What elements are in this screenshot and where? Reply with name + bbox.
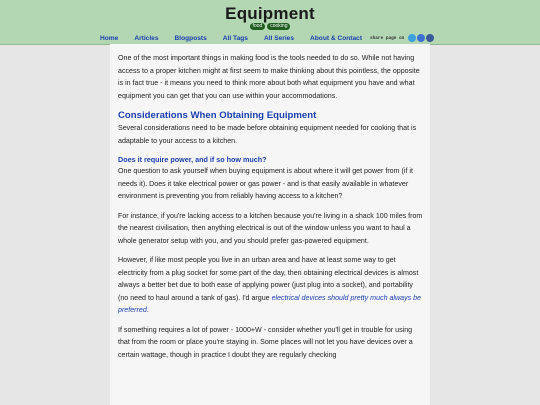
tag-cooking[interactable]: cooking (267, 23, 290, 30)
power-paragraph-2: For instance, if you're lacking access to a kitchen because you're living in a shack 100 miles from the nearest civilisation, then anything electrical is out of the window unless you want to haul a whole generator setup with you, and you should prefer gas-powered equipment. (118, 211, 423, 245)
page-title: Equipment (225, 4, 315, 23)
share-label: share page on (370, 35, 405, 41)
electrical-devices-link[interactable]: electrical devices should pretty much always be preferred (118, 293, 422, 314)
power-paragraph-1: One question to ask yourself when buying equipment is about where it will get power from (if it needs it). Does it take electrical power or gas power - and is that easily available in whatever environment is preventing you from reliably having access to a kitchen? (118, 167, 413, 200)
facebook-icon[interactable] (426, 34, 434, 42)
nav-all-series[interactable]: All Series (263, 34, 295, 42)
power-paragraph-3 (118, 254, 424, 317)
considerations-paragraph: Several considerations need to be made before obtaining equipment needed for cooking that is adaptable to your access to a kitchen. (118, 124, 417, 145)
nav-all-tags[interactable]: All Tags (222, 34, 248, 42)
main-nav (100, 33, 435, 43)
nav-about-contact[interactable]: About & Contact (310, 34, 363, 42)
intro-paragraph: One of the most important things in making food is the tools needed to do so. While not having access to a proper kitchen might at first seem to make thinking about this pointless, the opposite is in fact true - it means you need to think more about both what equipment you have and what equipment you can get that you can use within your accommodations. (118, 54, 420, 100)
article-body (118, 52, 424, 368)
tag-list (0, 23, 540, 30)
share-bar (370, 34, 435, 42)
tag-food[interactable]: food (250, 23, 266, 30)
power-paragraph-3-end: . (146, 306, 149, 314)
article-content (110, 44, 430, 405)
section-heading-considerations: Considerations When Obtaining Equipment (118, 110, 317, 121)
subheading-power: Does it require power, and if so how much? (118, 155, 267, 164)
nav-blogposts[interactable]: Blogposts (174, 34, 207, 42)
nav-articles[interactable]: Articles (134, 34, 159, 42)
twitter-icon[interactable] (408, 34, 416, 42)
nav-home[interactable]: Home (100, 34, 119, 42)
site-header (0, 0, 540, 45)
reddit-icon[interactable] (417, 34, 425, 42)
power-paragraph-4: If something requires a lot of power - 1000+W - consider whether you'll get in trouble for using that from the room or place you're staying in. Some places will not let you have devices over a certain wattage, though in practice I doubt they are regularly checking (118, 325, 413, 359)
power-paragraph-3-text: However, if like most people you live in an urban area and have at least some way to get electricity from a plug socket for some part of the day, then obtaining electrical devices is almost always a better bet due to both ease of applying power (just plug into a socket), and portability (no need to haul around a tank of gas). I'd argue (118, 256, 419, 302)
share-icons (408, 34, 435, 42)
